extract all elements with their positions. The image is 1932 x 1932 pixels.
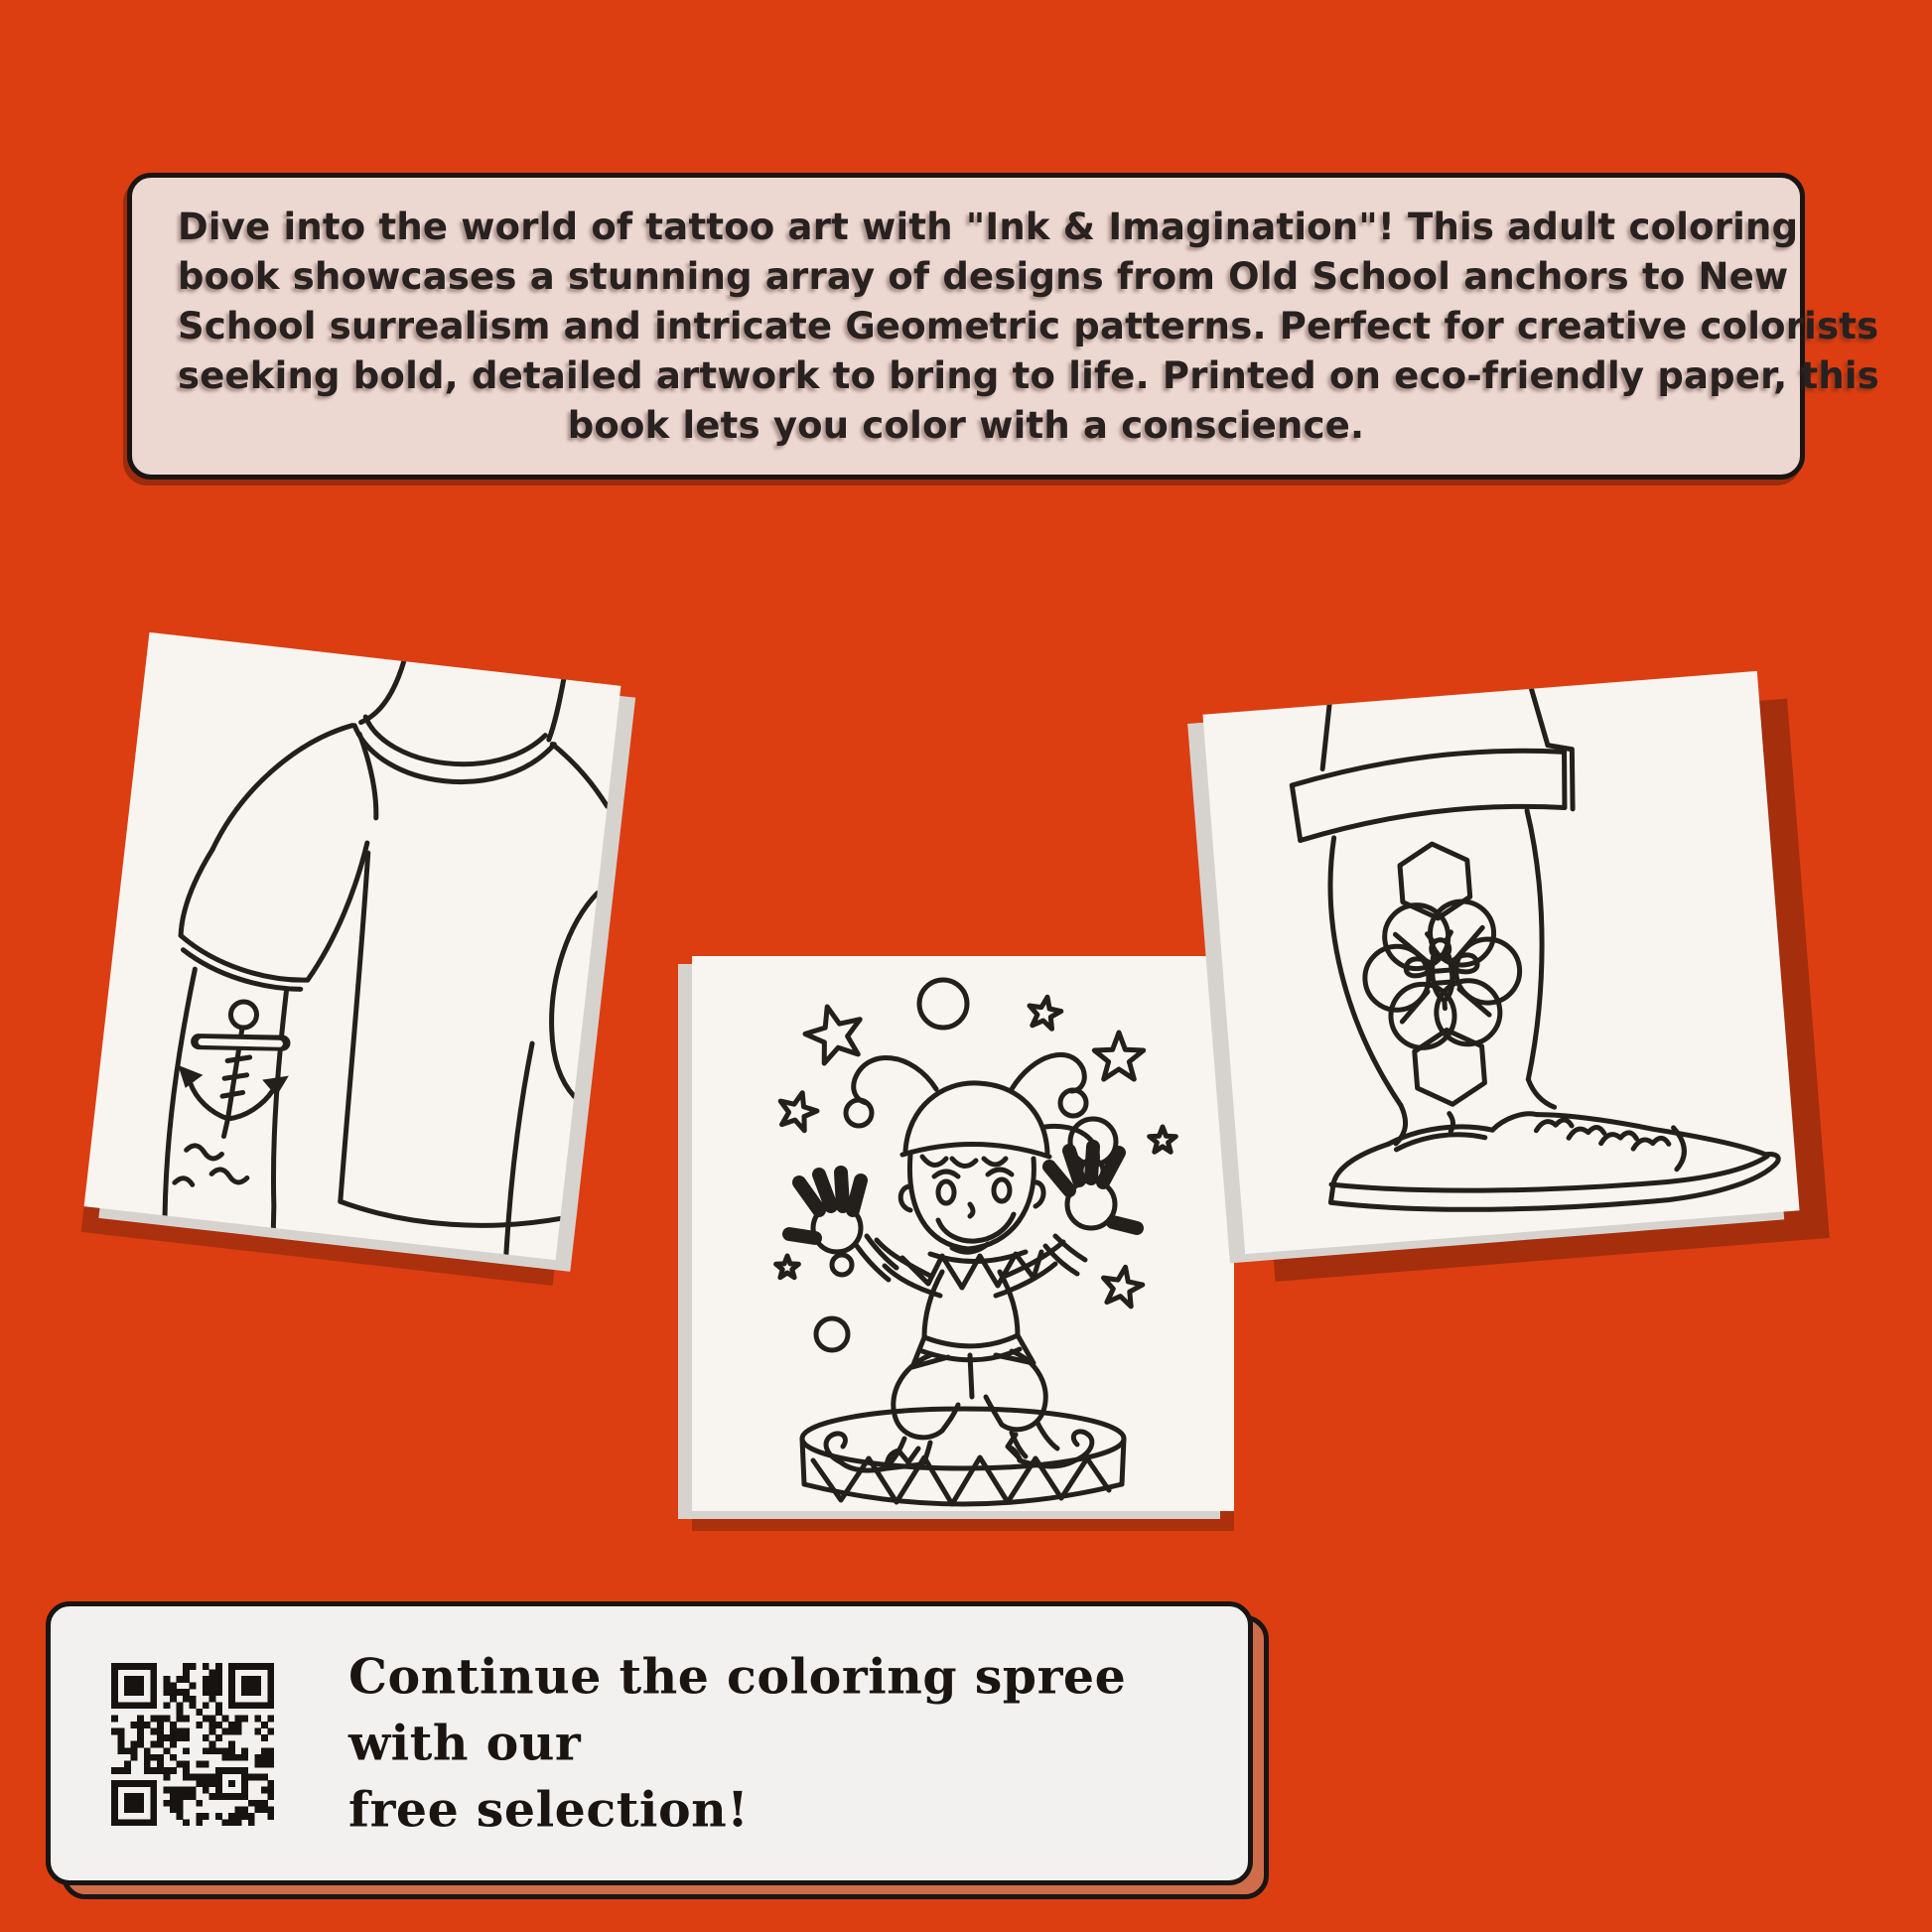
leg-tattoo-illustration [1202, 671, 1799, 1254]
description-line: book lets you color with a conscience. [567, 403, 1365, 447]
description-line: Dive into the world of tattoo art with "Ink & Imagination"! This adult coloring [178, 205, 1799, 248]
cta-banner [46, 1601, 1253, 1885]
jester-illustration [692, 956, 1234, 1511]
cta-line: Continue the coloring spree with our [348, 1647, 1127, 1772]
cta-text [348, 1644, 1248, 1844]
description-line: School surrealism and intricate Geometric patterns. Perfect for creative colorists [178, 304, 1879, 347]
coloring-page-card-jester [692, 956, 1234, 1511]
description-box [127, 173, 1880, 480]
description-line: book showcases a stunning array of designs from Old School anchors to New [178, 254, 1789, 298]
coloring-page-card-anchor [84, 632, 621, 1260]
coloring-page-card-leg [1202, 671, 1799, 1254]
qr-code-icon [111, 1663, 274, 1826]
description-line: seeking bold, detailed artwork to bring to life. Printed on eco-friendly paper, this [178, 353, 1880, 397]
cta-line: free selection! [348, 1780, 750, 1839]
tshirt-anchor-illustration [84, 632, 621, 1260]
